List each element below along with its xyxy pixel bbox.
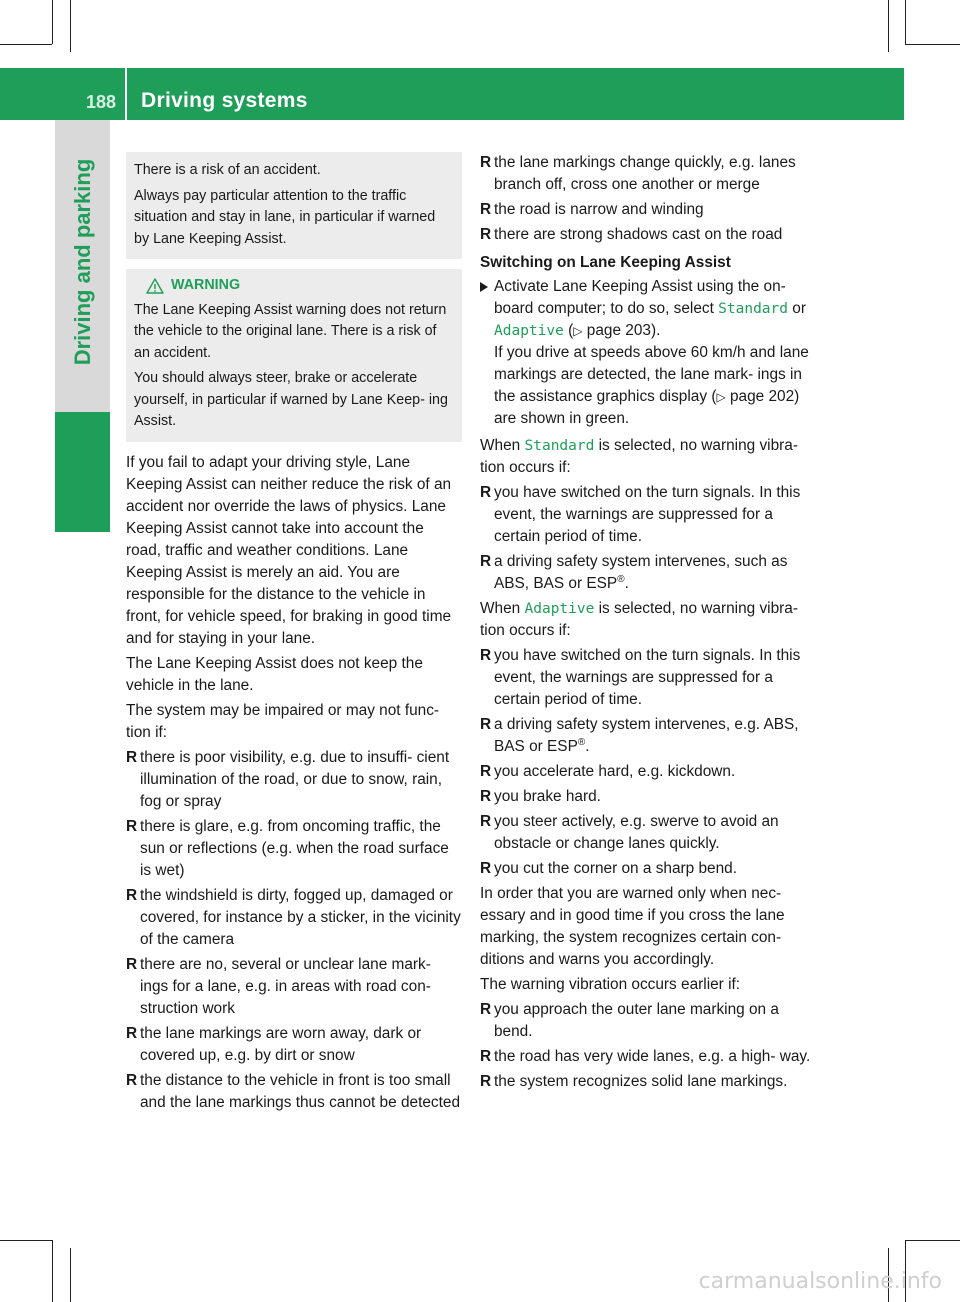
standard-condition-list xyxy=(480,482,816,595)
bullet-icon: R xyxy=(480,860,492,877)
bullet-icon: R xyxy=(480,1048,492,1065)
warning-para-2: You should always steer, brake or accelerate yourself, in particular if warned by Lane Keep- ing Assist. xyxy=(134,370,448,429)
chapter-tab-marker xyxy=(55,412,110,532)
body-paragraph: In order that you are warned only when nec- essary and in good time if you cross the lane marking, the system recognizes certain con- ditions and warns you accordingly. xyxy=(480,885,785,968)
registered-mark: ® xyxy=(617,573,625,585)
bullet-icon: R xyxy=(126,748,138,766)
warning-triangle-icon xyxy=(146,278,164,294)
crop-mark xyxy=(0,1240,52,1241)
risk-text: There is a risk of an accident. xyxy=(134,162,321,178)
crop-mark xyxy=(52,0,53,44)
crop-mark xyxy=(70,1248,71,1302)
body-paragraph: The system may be impaired or may not func- tion if: xyxy=(126,701,440,741)
body-paragraph: The warning vibration occurs earlier if: xyxy=(480,976,741,993)
bullet-icon: R xyxy=(480,553,492,570)
bullet-icon: R xyxy=(126,1024,138,1042)
body-paragraph: If you fail to adapt your driving style, Lane Keeping Assist can neither reduce the risk of an accident nor override the laws of physics. Lane Keeping Assist cannot take into account the road, traffic and weather conditions. Lane Keeping Assist is merely an aid. You are responsible for the distance to the vehicle in front, for vehicle speed, for braking in good time and for staying in your lane. xyxy=(126,453,452,647)
crop-mark xyxy=(905,1240,960,1241)
body-paragraph: When Standard is selected, no warning vibra- tion occurs if: xyxy=(480,437,798,476)
adaptive-condition-list xyxy=(480,645,816,880)
registered-mark: ® xyxy=(577,736,586,748)
list-item: R the road has very wide lanes, e.g. a high- way. xyxy=(480,1046,816,1068)
list-item: R a driving safety system intervenes, such as ABS, BAS or ESP®. xyxy=(480,553,788,592)
list-item: R you approach the outer lane marking on a bend. xyxy=(480,1001,779,1040)
chapter-label: Driving and parking xyxy=(70,158,95,366)
list-item: R you brake hard. xyxy=(480,786,816,808)
warning-box xyxy=(126,269,462,442)
header-divider xyxy=(125,68,127,120)
list-item: R you steer actively, e.g. swerve to avoid an obstacle or change lanes quickly. xyxy=(480,813,779,852)
page-ref-icon: ▷ xyxy=(716,390,726,404)
bullet-icon: R xyxy=(480,1001,492,1018)
bullet-icon: R xyxy=(126,1071,138,1089)
step-arrow-icon xyxy=(480,282,488,292)
risk-advice: Always pay particular attention to the traffic situation and stay in lane, in particular if warned by Lane Keeping Assist. xyxy=(134,187,436,247)
page-reference: page 202) are shown in green. xyxy=(494,388,800,427)
instruction-step: Activate Lane Keeping Assist using the on- board computer; to do so, select Standard or Adaptive (▷ page 203). If you drive at speeds above 60 km/h and lane markings are detected, the lane mark- ings in the assistance graphics display (▷ page 202) are shown in green. xyxy=(480,276,816,430)
bullet-icon: R xyxy=(126,817,138,835)
list-item: R the road is narrow and winding xyxy=(480,199,816,221)
left-column xyxy=(126,152,462,1117)
bullet-icon: R xyxy=(480,716,492,733)
bullet-icon: R xyxy=(480,484,492,501)
page-title: Driving systems xyxy=(141,89,308,112)
crop-mark xyxy=(0,44,52,45)
crop-mark xyxy=(70,0,71,52)
list-item: R the lane markings change quickly, e.g. lanes branch off, cross one another or merge xyxy=(480,154,796,193)
bullet-icon: R xyxy=(126,955,138,973)
bullet-icon: R xyxy=(480,1073,492,1090)
risk-box xyxy=(126,152,462,259)
list-item: R there is poor visibility, e.g. due to insuffi- cient illumination of the road, or due to snow, rain, fog or spray xyxy=(126,748,450,810)
list-item: R the windshield is dirty, fogged up, damaged or covered, for instance by a sticker, in the vicinity of the camera xyxy=(126,886,461,948)
page-number: 188 xyxy=(86,92,117,112)
right-column xyxy=(480,152,816,1096)
list-item: R the system recognizes solid lane markings. xyxy=(480,1071,816,1093)
list-item: R you have switched on the turn signals. In this event, the warnings are suppressed for a certain period of time. xyxy=(480,647,801,708)
page-reference: page 203). xyxy=(586,322,661,339)
list-item: R there are no, several or unclear lane mark- ings for a lane, e.g. in areas with road con- struction work xyxy=(126,955,431,1017)
page-ref-icon: ▷ xyxy=(573,324,583,338)
earlier-warning-list xyxy=(480,999,816,1093)
bullet-icon: R xyxy=(480,788,492,805)
list-item: R the distance to the vehicle in front is too small and the lane markings thus cannot be detected xyxy=(126,1071,461,1111)
warning-para-1: The Lane Keeping Assist warning does not return the vehicle to the original lane. There is a risk of an accident. xyxy=(134,301,447,361)
list-item: R you accelerate hard, e.g. kickdown. xyxy=(480,761,816,783)
display-text-adaptive: Adaptive xyxy=(494,323,564,339)
warning-heading xyxy=(134,275,452,297)
bullet-icon: R xyxy=(480,226,492,243)
bullet-icon: R xyxy=(126,886,138,904)
watermark: carmanualsonline.info xyxy=(698,1269,942,1294)
list-item: R there is glare, e.g. from oncoming traffic, the sun or reflections (e.g. when the road surface is wet) xyxy=(126,817,449,879)
page-header xyxy=(0,55,904,120)
list-item: R you cut the corner on a sharp bend. xyxy=(480,858,816,880)
crop-mark xyxy=(888,0,889,52)
list-item: R there are strong shadows cast on the road xyxy=(480,224,816,246)
display-text-standard: Standard xyxy=(524,438,595,454)
bullet-icon: R xyxy=(480,763,492,780)
display-text-adaptive: Adaptive xyxy=(524,601,595,617)
crop-mark xyxy=(905,44,960,45)
list-item: R you have switched on the turn signals. In this event, the warnings are suppressed for a certain period of time. xyxy=(480,484,801,545)
list-item: R a driving safety system intervenes, e.g. ABS, BAS or ESP®. xyxy=(480,716,799,755)
header-top-strip xyxy=(0,55,904,68)
bullet-icon: R xyxy=(480,201,492,218)
bullet-icon: R xyxy=(480,647,492,664)
body-paragraph: The Lane Keeping Assist does not keep the vehicle in the lane. xyxy=(126,654,423,694)
bullet-icon: R xyxy=(480,813,492,830)
body-paragraph: When Adaptive is selected, no warning vibra- tion occurs if: xyxy=(480,600,798,639)
impairment-list-continued xyxy=(480,152,816,246)
section-heading: Switching on Lane Keeping Assist xyxy=(480,254,731,271)
warning-title: WARNING xyxy=(171,277,241,293)
impairment-list xyxy=(126,747,462,1114)
display-text-standard: Standard xyxy=(718,301,788,317)
list-item: R the lane markings are worn away, dark or covered up, e.g. by dirt or snow xyxy=(126,1024,422,1064)
bullet-icon: R xyxy=(480,154,492,171)
crop-mark xyxy=(905,0,906,44)
crop-mark xyxy=(52,1240,53,1302)
